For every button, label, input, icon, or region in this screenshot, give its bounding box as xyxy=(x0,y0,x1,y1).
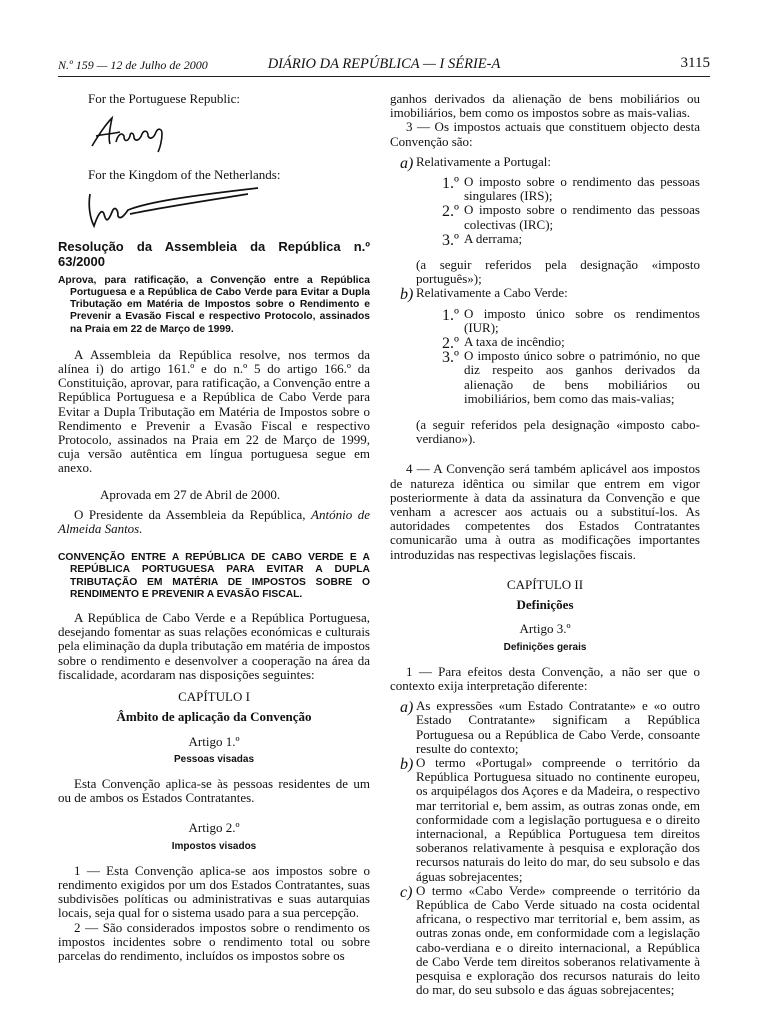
signature-label-netherlands: For the Kingdom of the Netherlands: xyxy=(88,167,281,183)
chapter-2-heading: CAPÍTULO II xyxy=(506,576,584,592)
item-text: O termo «Portugal» compreende o território da República Portuguesa situado no continente europeu, os arquipélagos dos Açores e da Madeira, o respectivo mar territorial e, bem assim, as outras zonas onde, em conformidade com a legislação portuguesa e o direito internacional, a República Portuguesa tem direitos soberanos relativamente à pesquisa e exploração dos recursos naturais do leito do mar, do seu subsolo e das águas sobrejacentes; xyxy=(416,754,700,884)
list-number: 3.º xyxy=(442,231,459,249)
item-label: a) xyxy=(400,699,414,717)
chapter-2-title: Definições xyxy=(516,597,574,613)
article-1-heading: Artigo 1.º xyxy=(188,733,240,749)
cabo-verde-note: (a seguir referidos pela designação «imposto cabo-verdiano»). xyxy=(416,417,700,447)
item-portugal xyxy=(390,153,700,172)
president-name: António de Almeida Santos. xyxy=(58,506,370,537)
list-text: O imposto sobre o rendimento das pessoas singulares (IRS); xyxy=(464,174,700,204)
article-2-paragraph-1: 1 — Esta Convenção aplica-se aos impostos sobre o rendimento exigidos por um dos Estados Contratantes, suas subdivisões políticas ou administrativas e suas autarquias locais, seja qual for o sistema usado para a sua percepção. xyxy=(58,862,370,921)
item-label: a) xyxy=(400,154,414,172)
list-number: 1.º xyxy=(442,306,459,324)
item-text: Relativamente a Cabo Verde: xyxy=(416,285,568,301)
resolution-title: Resolução da Assembleia da República n.º 63/2000 xyxy=(58,239,370,269)
list-item xyxy=(442,349,700,406)
signature-netherlands-image xyxy=(58,182,268,234)
article-3-heading: Artigo 3.º xyxy=(519,621,571,637)
item-text: Relativamente a Portugal: xyxy=(416,153,552,169)
list-number: 2.º xyxy=(442,203,459,221)
item-label: b) xyxy=(400,755,414,773)
preamble: A República de Cabo Verde e a República Portuguesa, desejando fomentar as suas relações económicas e culturais pela eliminação da dupla tributação em matéria de impostos sobre o rendimento e desenvolver a cooperação na área da fiscalidade, acordaram nas disposições seguintes: xyxy=(58,610,370,682)
article-1-text: Esta Convenção aplica-se às pessoas residentes de um ou de ambos os Estados Contratantes. xyxy=(58,775,370,806)
signature-portugal-image xyxy=(58,106,198,156)
article-2-paragraph-3: 3 — Os impostos actuais que constituem objecto desta Convenção são: xyxy=(390,119,700,149)
article-2-paragraph-4: 4 — A Convenção será também aplicável aos impostos de natureza idêntica ou similar que entrem em vigor posteriormente à data da assinatura da Convenção e que venham a acrescer aos actuais ou a substituí-los. As autoridades competentes dos Estados Contratantes comunicarão uma à outra as modificações importantes introduzidas nas respectivas legislações fiscais. xyxy=(390,461,700,562)
article-3-paragraph-1: 1 — Para efeitos desta Convenção, a não ser que o contexto exija interpretação diferente: xyxy=(390,663,700,693)
list-item xyxy=(442,334,700,353)
list-item xyxy=(442,175,700,203)
approval-date: Aprovada em 27 de Abril de 2000. xyxy=(100,486,281,502)
list-number: 3.º xyxy=(442,349,459,367)
item-label: c) xyxy=(400,883,413,901)
signature-label-portugal: For the Portuguese Republic: xyxy=(88,91,241,106)
page-number: 3115 xyxy=(680,55,710,71)
article-2-heading: Artigo 2.º xyxy=(188,820,240,836)
list-text: A derrama; xyxy=(464,230,523,246)
list-text: O imposto sobre o rendimento das pessoas colectivas (IRC); xyxy=(464,202,700,232)
article-2-title: Impostos visados xyxy=(171,840,257,852)
resolution-summary: Aprova, para ratificação, a Convenção entre a República Portuguesa e a República de Cabo Verde para Evitar a Dupla Tributação em Matéria de Impostos sobre o Rendimento e Prevenir a Evasão Fiscal e respectivo Protocolo, assinados na Praia em 22 de Março de 1999. xyxy=(58,274,370,335)
definition-item xyxy=(390,699,700,756)
chapter-1-title: Âmbito de aplicação da Convenção xyxy=(116,709,312,725)
list-number: 1.º xyxy=(442,175,459,193)
list-number: 2.º xyxy=(442,335,459,353)
list-text: O imposto único sobre os rendimentos (IUR); xyxy=(464,305,700,335)
list-item xyxy=(442,307,700,335)
item-cabo-verde xyxy=(390,285,700,304)
list-text: A taxa de incêndio; xyxy=(464,334,565,350)
continuation-text: ganhos derivados da alienação de bens mobiliários ou imobiliários, bem como os impostos sobre as mais-valias. xyxy=(390,91,700,121)
convention-title: CONVENÇÃO ENTRE A REPÚBLICA DE CABO VERDE E A REPÚBLICA PORTUGUESA PARA EVITAR A DUPLA TRIBUTAÇÃO EM MATÉRIA DE IMPOSTOS SOBRE O RENDIMENTO E PREVENIR A EVASÃO FISCAL. xyxy=(58,552,370,600)
right-column xyxy=(390,92,700,997)
president-prefix: O Presidente da Assembleia da República, xyxy=(74,506,306,522)
list-item xyxy=(442,230,700,249)
item-label: b) xyxy=(400,286,414,304)
definition-item xyxy=(390,884,700,998)
journal-title: DIÁRIO DA REPÚBLICA — I SÉRIE-A xyxy=(267,56,501,72)
item-text: O termo «Cabo Verde» compreende o território da República de Cabo Verde situado na costa ocidental africana, o respectivo mar territorial e, bem assim, as outras zonas onde, em conformidade com a legislação cabo-verdiana e o direito internacional, a República de Cabo Verde tem direitos soberanos relativamente à pesquisa e exploração dos recursos naturais do leito do mar, do seu subsolo e das águas sobrejacentes; xyxy=(416,882,700,998)
list-item xyxy=(442,203,700,231)
list-text: O imposto único sobre o património, no que diz respeito aos ganhos derivados da alienação de bens mobiliários ou imobiliários, bem como das mais-valias; xyxy=(464,348,700,406)
president-signature xyxy=(58,508,370,536)
resolution-paragraph: A Assembleia da República resolve, nos termos da alínea i) do artigo 161.º e do n.º 5 do artigo 166.º da Constituição, aprovar, para ratificação, a Convenção entre a República Portuguesa e a República de Cabo Verde para Evitar a Dupla Tributação em Matéria de Impostos sobre o Rendimento e Prevenir a Evasão Fiscal e respectivo Protocolo, assinados na Praia em 22 de Março de 1999, cuja versão autêntica em língua portuguesa segue em anexo. xyxy=(58,346,370,476)
issue-info: N.º 159 — 12 de Julho de 2000 xyxy=(58,58,208,72)
chapter-1-heading: CAPÍTULO I xyxy=(178,689,250,705)
item-text: As expressões «um Estado Contratante» e «o outro Estado Contratante» significam a República Portuguesa ou a República de Cabo Verde, consoante resulte do contexto; xyxy=(416,698,700,756)
article-3-title: Definições gerais xyxy=(503,641,587,653)
portugal-note: (a seguir referidos pela designação «imposto português»); xyxy=(416,257,700,287)
running-header xyxy=(58,56,710,77)
article-1-title: Pessoas visadas xyxy=(173,753,255,765)
left-column xyxy=(58,92,370,963)
definition-item xyxy=(390,756,700,884)
article-2-paragraph-2: 2 — São considerados impostos sobre o rendimento os impostos incidentes sobre o rendimento total ou sobre parcelas do rendimento, incluídos os impostos sobre os xyxy=(58,919,370,963)
